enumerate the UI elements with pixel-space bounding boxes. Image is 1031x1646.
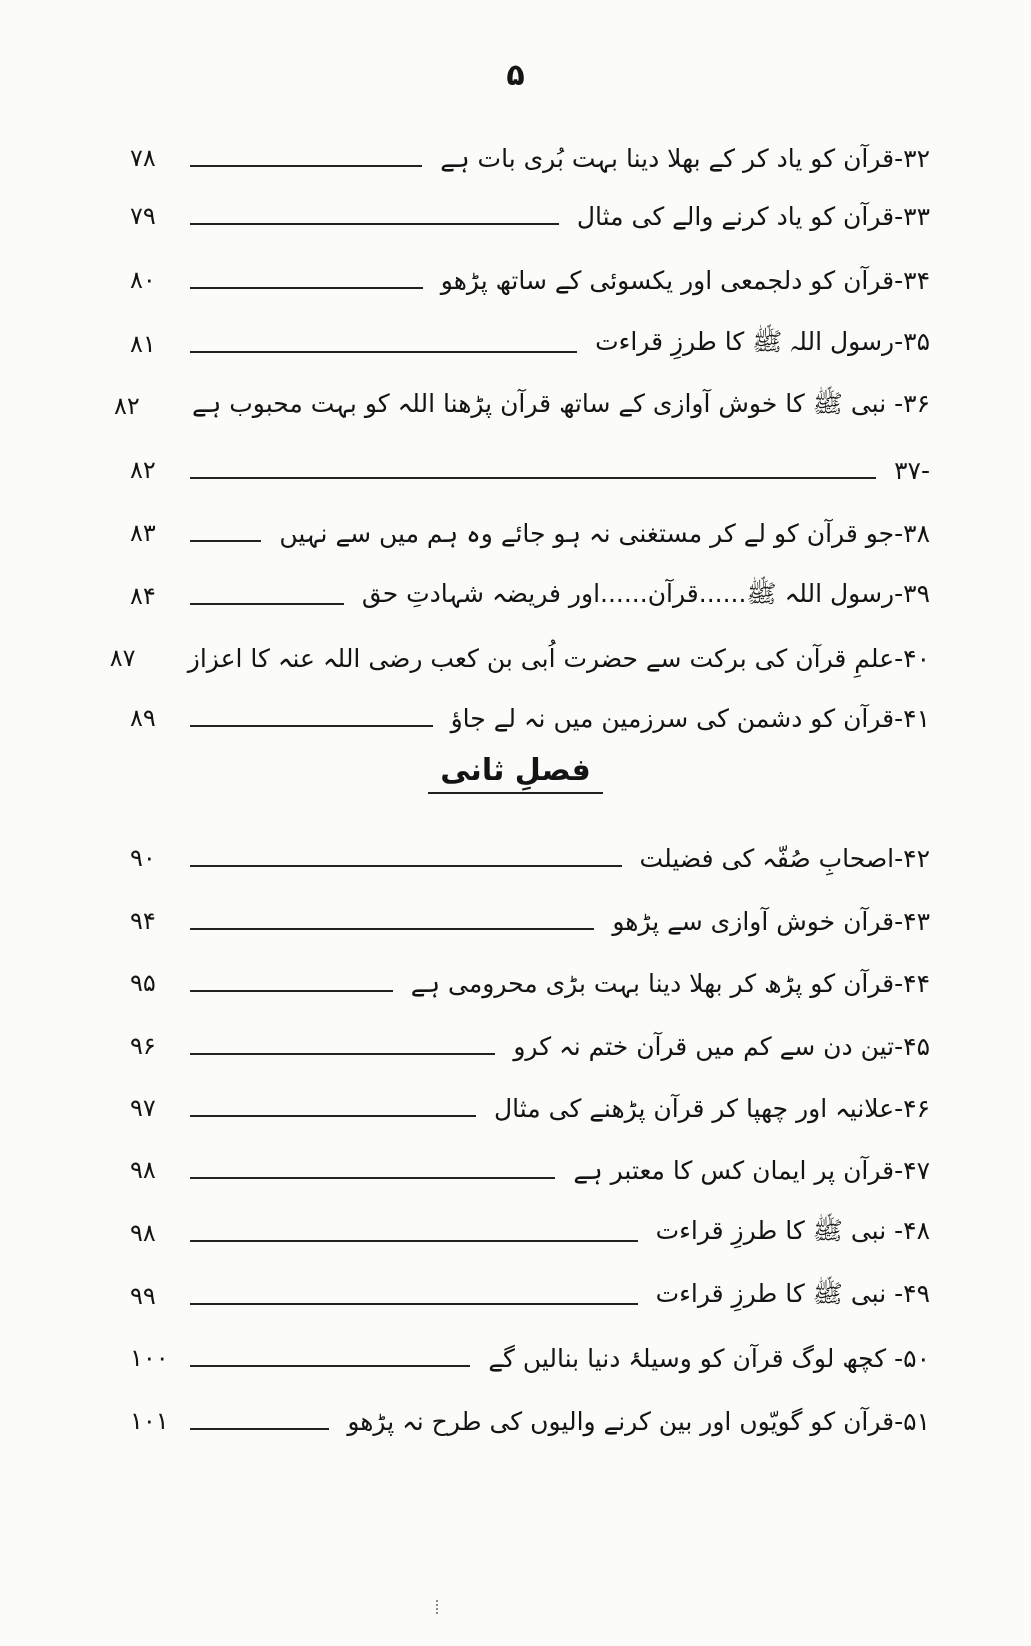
toc-entry[interactable] bbox=[130, 252, 930, 308]
dotted-leader bbox=[190, 990, 393, 992]
toc-entry-page: ۸۲ bbox=[114, 392, 140, 420]
toc-entry-title: ۴۶-علانیہ اور چھپا کر قرآن پڑھنے کی مثال bbox=[493, 1093, 930, 1123]
dotted-leader bbox=[190, 865, 622, 867]
dotted-leader bbox=[190, 1240, 638, 1242]
dotted-leader bbox=[190, 725, 433, 727]
dotted-leader bbox=[190, 1365, 470, 1367]
toc-entry-page: ۸۷ bbox=[109, 644, 136, 672]
toc-entry-page: ۹۸ bbox=[130, 1219, 156, 1247]
toc-entry[interactable] bbox=[130, 1268, 930, 1324]
toc-entry[interactable] bbox=[130, 1142, 930, 1198]
toc-entry[interactable] bbox=[130, 1330, 930, 1386]
toc-entry-title: ۴۴-قرآن کو پڑھ کر بھلا دینا بہت بڑی محرومی ہے bbox=[410, 968, 930, 998]
toc-entry-title: ۳۳-قرآن کو یاد کرنے والے کی مثال bbox=[576, 201, 930, 231]
dotted-leader bbox=[190, 351, 577, 353]
toc-entry-page: ۹۰ bbox=[130, 844, 156, 872]
toc-entry-title: ۳۴-قرآن کو دلجمعی اور یکسوئی کے ساتھ پڑھو bbox=[440, 265, 930, 295]
toc-entry-page: ۹۵ bbox=[130, 969, 156, 997]
toc-entry-title: ۳۲-قرآن کو یاد کر کے بھلا دینا بہت بُری بات ہے bbox=[440, 143, 930, 173]
toc-entry-title: ۴۱-قرآن کو دشمن کی سرزمین میں نہ لے جاؤ bbox=[450, 703, 930, 733]
toc-entry-page: ۷۹ bbox=[130, 202, 156, 230]
toc-entry-page: ۷۸ bbox=[130, 144, 156, 172]
print-mark bbox=[436, 1600, 442, 1614]
toc-entry-page: ۸۱ bbox=[130, 330, 156, 358]
toc-entry-title: ۴۸- نبی ﷺ کا طرزِ قراءت bbox=[655, 1215, 930, 1245]
toc-entry-title: -۳۷ bbox=[894, 455, 930, 485]
toc-entry[interactable] bbox=[130, 188, 930, 244]
page-number: ۵ bbox=[506, 58, 525, 93]
dotted-leader bbox=[190, 1428, 329, 1430]
toc-entry-page: ۹۷ bbox=[130, 1094, 156, 1122]
toc-entry[interactable] bbox=[130, 505, 930, 561]
dotted-leader bbox=[190, 287, 423, 289]
dotted-leader bbox=[190, 928, 594, 930]
toc-entry[interactable] bbox=[130, 955, 930, 1011]
toc-entry-title: ۳۶- نبی ﷺ کا خوش آوازی کے ساتھ قرآن پڑھنا اللہ کو بہت محبوب ہے bbox=[192, 388, 930, 418]
toc-entry[interactable] bbox=[130, 1205, 930, 1261]
toc-entry[interactable] bbox=[130, 690, 930, 746]
dotted-leader bbox=[190, 1053, 495, 1055]
toc-entry-title: ۵۰- کچھ لوگ قرآن کو وسیلۂ دنیا بنالیں گے bbox=[488, 1343, 930, 1373]
dotted-leader bbox=[190, 165, 422, 167]
toc-entry[interactable] bbox=[130, 1080, 930, 1136]
toc-entry-page: ۱۰۱ bbox=[130, 1407, 169, 1435]
toc-entry[interactable] bbox=[130, 830, 930, 886]
toc-entry-title: ۴۹- نبی ﷺ کا طرزِ قراءت bbox=[655, 1278, 930, 1308]
dotted-leader bbox=[190, 477, 876, 479]
toc-entry-page: ۸۲ bbox=[130, 456, 156, 484]
toc-entry-title: ۴۲-اصحابِ صُفّہ کی فضیلت bbox=[639, 843, 930, 873]
toc-entry[interactable] bbox=[114, 378, 930, 434]
toc-entry-title: ۳۹-رسول اللہ ﷺ......قرآن......اور فریضہ شہادتِ حق bbox=[361, 578, 930, 608]
toc-entry-title: ۴۷-قرآن پر ایمان کس کا معتبر ہے bbox=[573, 1155, 930, 1185]
toc-entry-page: ۸۳ bbox=[130, 519, 156, 547]
toc-entry[interactable] bbox=[130, 893, 930, 949]
toc-entry-page: ۸۹ bbox=[130, 704, 156, 732]
toc-entry-page: ۹۹ bbox=[130, 1282, 156, 1310]
toc-entry-page: ۹۶ bbox=[130, 1032, 156, 1060]
toc-entry-page: ۹۴ bbox=[130, 907, 156, 935]
toc-entry[interactable] bbox=[130, 442, 930, 498]
toc-entry-page: ۸۴ bbox=[130, 582, 156, 610]
toc-entry[interactable] bbox=[109, 630, 930, 686]
toc-entry-title: ۳۸-جو قرآن کو لے کر مستغنی نہ ہو جائے وہ ہم میں سے نہیں bbox=[279, 518, 930, 548]
toc-entry-title: ۵۱-قرآن کو گویّوں اور بین کرنے والیوں کی طرح نہ پڑھو bbox=[347, 1406, 930, 1436]
toc-entry[interactable] bbox=[130, 1018, 930, 1074]
toc-entry-title: ۴۵-تین دن سے کم میں قرآن ختم نہ کرو bbox=[513, 1031, 930, 1061]
section-heading-text: فصلِ ثانی bbox=[428, 753, 603, 794]
toc-entry-title: ۴۳-قرآن خوش آوازی سے پڑھو bbox=[612, 906, 930, 936]
dotted-leader bbox=[190, 603, 344, 605]
toc-entry-title: ۴۰-علمِ قرآن کی برکت سے حضرت اُبی بن کعب رضی اللہ عنہ کا اعزاز bbox=[187, 643, 930, 673]
toc-entry-title: ۳۵-رسول اللہ ﷺ کا طرزِ قراءت bbox=[595, 326, 930, 356]
dotted-leader bbox=[190, 1177, 555, 1179]
toc-entry-page: ۹۸ bbox=[130, 1156, 156, 1184]
dotted-leader bbox=[190, 1303, 638, 1305]
dotted-leader bbox=[190, 223, 559, 225]
dotted-leader bbox=[190, 1115, 476, 1117]
toc-entry-page: ۸۰ bbox=[130, 266, 156, 294]
toc-entry[interactable] bbox=[130, 130, 930, 186]
toc-entry-page: ۱۰۰ bbox=[130, 1344, 169, 1372]
toc-entry[interactable] bbox=[130, 1393, 930, 1449]
toc-entry[interactable] bbox=[130, 568, 930, 624]
toc-entry[interactable] bbox=[130, 316, 930, 372]
dotted-leader bbox=[190, 540, 261, 542]
section-heading bbox=[0, 753, 1031, 794]
